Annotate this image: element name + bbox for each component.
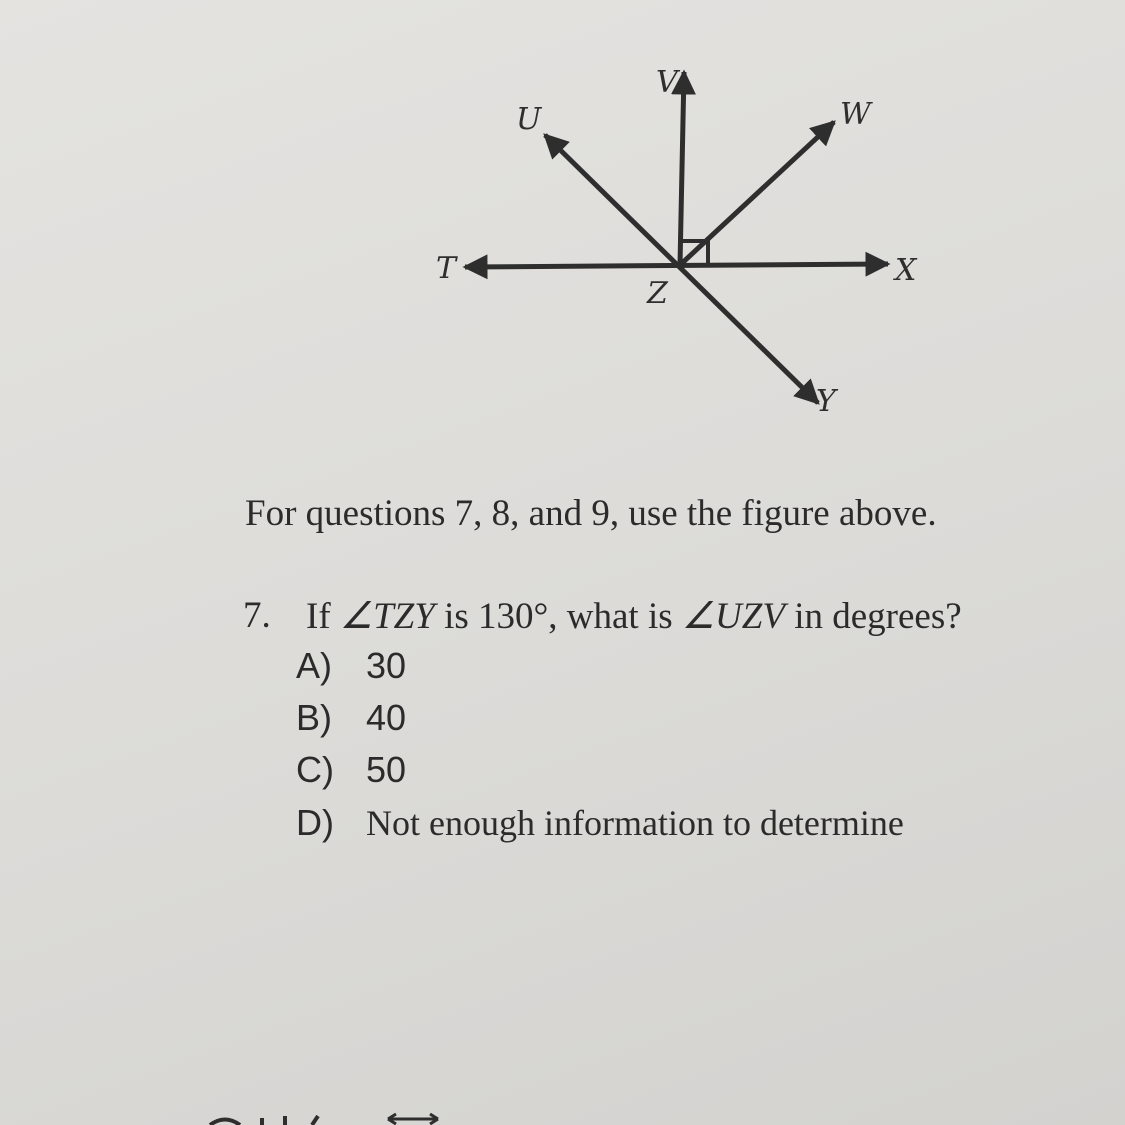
- label-v: V: [656, 65, 678, 100]
- question-suffix: in degrees?: [784, 596, 962, 637]
- choice-c-text: 50: [366, 749, 407, 790]
- choice-a-text: 30: [366, 645, 407, 686]
- choice-b-text: 40: [366, 697, 407, 738]
- question-text: [306, 594, 962, 638]
- choice-d-letter: D): [296, 802, 334, 843]
- geometry-figure: [0, 0, 1125, 460]
- cut-off-next-question: [0, 1100, 1125, 1125]
- question-middle: is 130°, what is: [434, 596, 682, 637]
- ray-zw: [680, 122, 834, 265]
- ray-zv: [680, 72, 684, 265]
- question-angle-uzv: ∠UZV: [681, 596, 785, 637]
- label-t: T: [436, 251, 457, 286]
- label-z: Z: [647, 276, 668, 311]
- choice-a-letter: A): [296, 645, 332, 686]
- question-angle-tzy: ∠TZY: [339, 596, 435, 637]
- choice-d-text: Not enough information to determine: [366, 803, 904, 843]
- label-x: X: [895, 253, 917, 288]
- label-y: Y: [816, 384, 836, 419]
- question-number: 7.: [243, 595, 271, 636]
- choice-b-letter: B): [296, 697, 332, 738]
- question-prefix: If: [306, 596, 340, 637]
- label-w: W: [840, 97, 871, 132]
- choice-c-letter: C): [296, 749, 334, 790]
- label-u: U: [516, 102, 542, 137]
- instruction-text: For questions 7, 8, and 9, use the figure above.: [245, 493, 937, 534]
